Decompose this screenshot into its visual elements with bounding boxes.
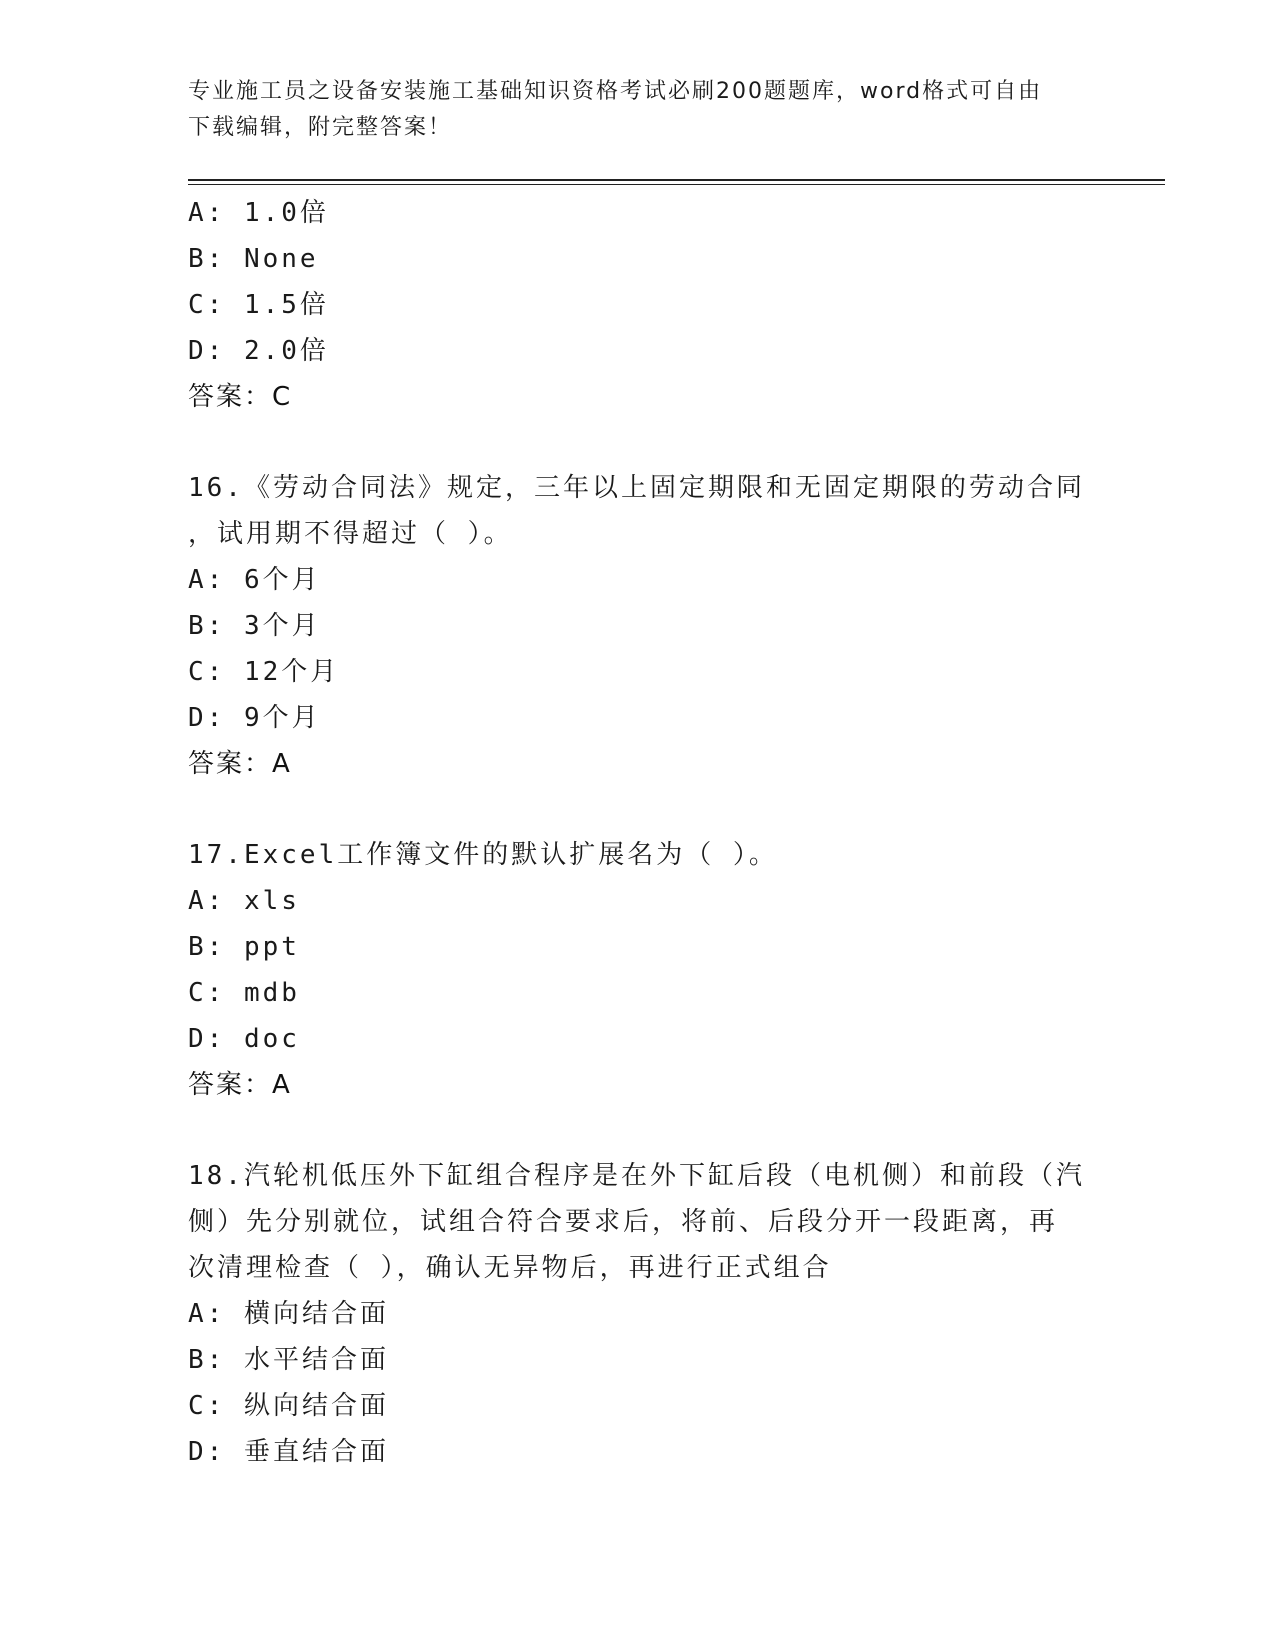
option-a: A: xls (188, 886, 300, 916)
question-text-line: ，试用期不得超过（ ）。 (188, 519, 513, 549)
option-d: D: 9个月 (188, 703, 321, 733)
question-text-line: 18.汽轮机低压外下缸组合程序是在外下缸后段（电机侧）和前段（汽 (188, 1161, 1085, 1191)
header-title-line-2: 下载编辑，附完整答案！ (188, 115, 453, 140)
document-header (188, 74, 1088, 146)
option-a: A: 6个月 (188, 565, 321, 595)
option-c: C: 1.5倍 (188, 290, 329, 320)
option-c: C: 纵向结合面 (188, 1391, 389, 1421)
question-18 (188, 1153, 1108, 1475)
option-c: C: mdb (188, 978, 300, 1008)
option-b: B: ppt (188, 932, 300, 962)
answer-line: 答案：C (188, 382, 293, 412)
answer-line: 答案：A (188, 749, 292, 779)
option-d: D: 垂直结合面 (188, 1437, 389, 1467)
question-16 (188, 465, 1108, 787)
question-spacer (188, 787, 1108, 832)
question-list (188, 190, 1108, 1475)
option-c: C: 12个月 (188, 657, 340, 687)
option-d: D: doc (188, 1024, 300, 1054)
option-a: A: 1.0倍 (188, 198, 329, 228)
question-15 (188, 190, 1108, 420)
question-text-line: 侧）先分别就位，试组合符合要求后，将前、后段分开一段距离，再 (188, 1207, 1059, 1237)
question-spacer (188, 1108, 1108, 1153)
question-17 (188, 832, 1108, 1108)
question-text-line: 次清理检查（ ），确认无异物后，再进行正式组合 (188, 1253, 832, 1283)
header-title-line-1: 专业施工员之设备安装施工基础知识资格考试必刷200题题库，word格式可自由 (188, 79, 1043, 104)
question-text-line: 16.《劳动合同法》规定，三年以上固定期限和无固定期限的劳动合同 (188, 473, 1085, 503)
answer-line: 答案：A (188, 1070, 292, 1100)
option-d: D: 2.0倍 (188, 336, 329, 366)
header-divider-thick (188, 179, 1165, 181)
question-text-line: 17.Excel工作簿文件的默认扩展名为（ ）。 (188, 840, 778, 870)
option-b: B: 水平结合面 (188, 1345, 389, 1375)
question-spacer (188, 420, 1108, 465)
option-b: B: 3个月 (188, 611, 321, 641)
option-a: A: 横向结合面 (188, 1299, 389, 1329)
option-b: B: None (188, 244, 319, 274)
header-divider-thin (188, 184, 1165, 185)
